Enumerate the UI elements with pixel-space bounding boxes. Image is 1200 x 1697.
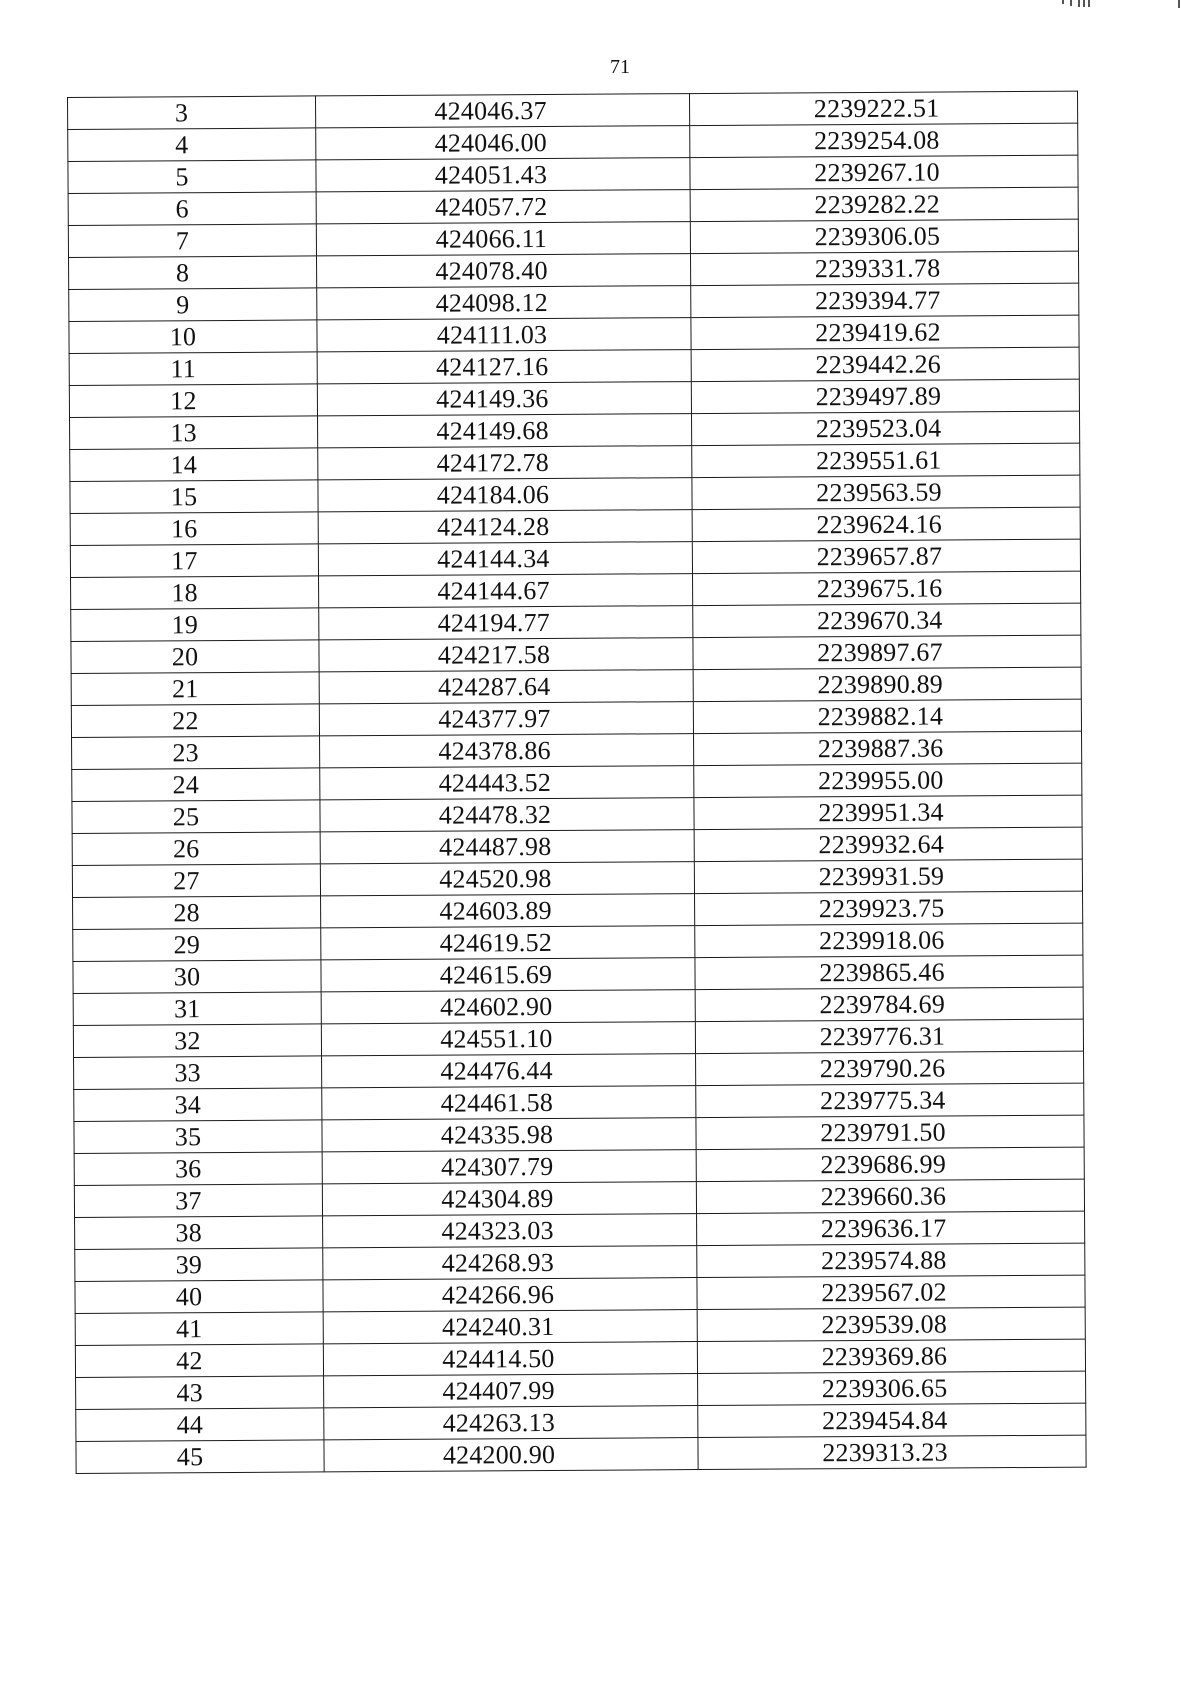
point-number-cell: 4 [68,128,316,162]
y-coordinate-cell: 2239282.22 [690,187,1078,221]
x-coordinate-cell: 424240.31 [323,1310,697,1344]
y-coordinate-cell: 2239660.36 [696,1179,1084,1213]
point-number-cell: 45 [76,1440,324,1474]
point-number-cell: 14 [70,448,318,482]
y-coordinate-cell: 2239890.89 [693,667,1081,701]
point-number-cell: 34 [74,1088,322,1122]
x-coordinate-cell: 424184.06 [318,478,692,512]
x-coordinate-cell: 424127.16 [317,350,691,384]
y-coordinate-cell: 2239955.00 [694,763,1082,797]
x-coordinate-cell: 424615.69 [321,958,695,992]
point-number-cell: 39 [75,1248,323,1282]
x-coordinate-cell: 424263.13 [324,1406,698,1440]
point-number-cell: 38 [75,1216,323,1250]
point-number-cell: 10 [69,320,317,354]
point-number-cell: 15 [70,480,318,514]
y-coordinate-cell: 2239784.69 [695,987,1083,1021]
point-number-cell: 37 [74,1184,322,1218]
y-coordinate-cell: 2239442.26 [691,347,1079,381]
x-coordinate-cell: 424172.78 [318,446,692,480]
x-coordinate-cell: 424476.44 [322,1054,696,1088]
y-coordinate-cell: 2239923.75 [695,891,1083,925]
y-coordinate-cell: 2239313.23 [698,1435,1086,1469]
point-number-cell: 29 [73,928,321,962]
point-number-cell: 23 [72,736,320,770]
y-coordinate-cell: 2239675.16 [693,571,1081,605]
x-coordinate-cell: 424323.03 [323,1214,697,1248]
x-coordinate-cell: 424144.34 [318,542,692,576]
y-coordinate-cell: 2239775.34 [696,1083,1084,1117]
point-number-cell: 40 [75,1280,323,1314]
y-coordinate-cell: 2239567.02 [697,1275,1085,1309]
x-coordinate-cell: 424194.77 [319,606,693,640]
x-coordinate-cell: 424307.79 [322,1150,696,1184]
y-coordinate-cell: 2239636.17 [697,1211,1085,1245]
point-number-cell: 44 [76,1408,324,1442]
y-coordinate-cell: 2239539.08 [697,1307,1085,1341]
x-coordinate-cell: 424266.96 [323,1278,697,1312]
y-coordinate-cell: 2239523.04 [692,411,1080,445]
point-number-cell: 9 [69,288,317,322]
y-coordinate-cell: 2239369.86 [697,1339,1085,1373]
x-coordinate-cell: 424111.03 [317,318,691,352]
point-number-cell: 36 [74,1152,322,1186]
y-coordinate-cell: 2239267.10 [690,155,1078,189]
point-number-cell: 12 [69,384,317,418]
point-number-cell: 42 [75,1344,323,1378]
y-coordinate-cell: 2239394.77 [691,283,1079,317]
y-coordinate-cell: 2239776.31 [695,1019,1083,1053]
x-coordinate-cell: 424478.32 [320,798,694,832]
point-number-cell: 33 [74,1056,322,1090]
x-coordinate-cell: 424149.36 [317,382,691,416]
point-number-cell: 27 [72,864,320,898]
point-number-cell: 13 [70,416,318,450]
y-coordinate-cell: 2239331.78 [690,251,1078,285]
y-coordinate-cell: 2239882.14 [693,699,1081,733]
point-number-cell: 17 [70,544,318,578]
point-number-cell: 11 [69,352,317,386]
x-coordinate-cell: 424287.64 [319,670,693,704]
y-coordinate-cell: 2239419.62 [691,315,1079,349]
point-number-cell: 41 [75,1312,323,1346]
point-number-cell: 3 [68,96,316,130]
table-row [76,1435,1086,1473]
x-coordinate-cell: 424619.52 [321,926,695,960]
y-coordinate-cell: 2239865.46 [695,955,1083,989]
y-coordinate-cell: 2239306.65 [698,1371,1086,1405]
point-number-cell: 35 [74,1120,322,1154]
x-coordinate-cell: 424078.40 [317,254,691,288]
y-coordinate-cell: 2239574.88 [697,1243,1085,1277]
x-coordinate-cell: 424051.43 [316,158,690,192]
y-coordinate-cell: 2239932.64 [694,827,1082,861]
coordinate-table [67,91,1087,1474]
y-coordinate-cell: 2239254.08 [690,123,1078,157]
point-number-cell: 6 [68,192,316,226]
y-coordinate-cell: 2239454.84 [698,1403,1086,1437]
x-coordinate-cell: 424066.11 [316,222,690,256]
y-coordinate-cell: 2239887.36 [694,731,1082,765]
point-number-cell: 8 [69,256,317,290]
point-number-cell: 7 [68,224,316,258]
x-coordinate-cell: 424124.28 [318,510,692,544]
y-coordinate-cell: 2239790.26 [696,1051,1084,1085]
page-number: 71 [610,56,630,78]
y-coordinate-cell: 2239670.34 [693,603,1081,637]
y-coordinate-cell: 2239624.16 [692,507,1080,541]
x-coordinate-cell: 424407.99 [324,1374,698,1408]
point-number-cell: 28 [73,896,321,930]
x-coordinate-cell: 424046.37 [315,94,689,128]
x-coordinate-cell: 424414.50 [323,1342,697,1376]
x-coordinate-cell: 424443.52 [320,766,694,800]
x-coordinate-cell: 424046.00 [316,126,690,160]
point-number-cell: 19 [71,608,319,642]
y-coordinate-cell: 2239563.59 [692,475,1080,509]
point-number-cell: 5 [68,160,316,194]
y-coordinate-cell: 2239931.59 [694,859,1082,893]
y-coordinate-cell: 2239897.67 [693,635,1081,669]
scan-artifact-marks [1062,0,1182,8]
point-number-cell: 30 [73,960,321,994]
x-coordinate-cell: 424377.97 [319,702,693,736]
x-coordinate-cell: 424335.98 [322,1118,696,1152]
x-coordinate-cell: 424551.10 [321,1022,695,1056]
x-coordinate-cell: 424603.89 [321,894,695,928]
y-coordinate-cell: 2239497.89 [691,379,1079,413]
point-number-cell: 31 [73,992,321,1026]
y-coordinate-cell: 2239551.61 [692,443,1080,477]
x-coordinate-cell: 424304.89 [322,1182,696,1216]
x-coordinate-cell: 424098.12 [317,286,691,320]
point-number-cell: 16 [70,512,318,546]
point-number-cell: 43 [76,1376,324,1410]
point-number-cell: 25 [72,800,320,834]
x-coordinate-cell: 424144.67 [319,574,693,608]
point-number-cell: 24 [72,768,320,802]
x-coordinate-cell: 424217.58 [319,638,693,672]
point-number-cell: 32 [73,1024,321,1058]
x-coordinate-cell: 424057.72 [316,190,690,224]
x-coordinate-cell: 424268.93 [323,1246,697,1280]
x-coordinate-cell: 424602.90 [321,990,695,1024]
point-number-cell: 18 [71,576,319,610]
y-coordinate-cell: 2239657.87 [692,539,1080,573]
x-coordinate-cell: 424461.58 [322,1086,696,1120]
point-number-cell: 22 [71,704,319,738]
y-coordinate-cell: 2239951.34 [694,795,1082,829]
y-coordinate-cell: 2239918.06 [695,923,1083,957]
point-number-cell: 26 [72,832,320,866]
y-coordinate-cell: 2239791.50 [696,1115,1084,1149]
x-coordinate-cell: 424487.98 [320,830,694,864]
coordinate-table-body [68,91,1087,1473]
x-coordinate-cell: 424520.98 [320,862,694,896]
x-coordinate-cell: 424200.90 [324,1438,698,1472]
x-coordinate-cell: 424378.86 [320,734,694,768]
y-coordinate-cell: 2239686.99 [696,1147,1084,1181]
x-coordinate-cell: 424149.68 [318,414,692,448]
y-coordinate-cell: 2239306.05 [690,219,1078,253]
point-number-cell: 21 [71,672,319,706]
y-coordinate-cell: 2239222.51 [689,91,1077,125]
point-number-cell: 20 [71,640,319,674]
